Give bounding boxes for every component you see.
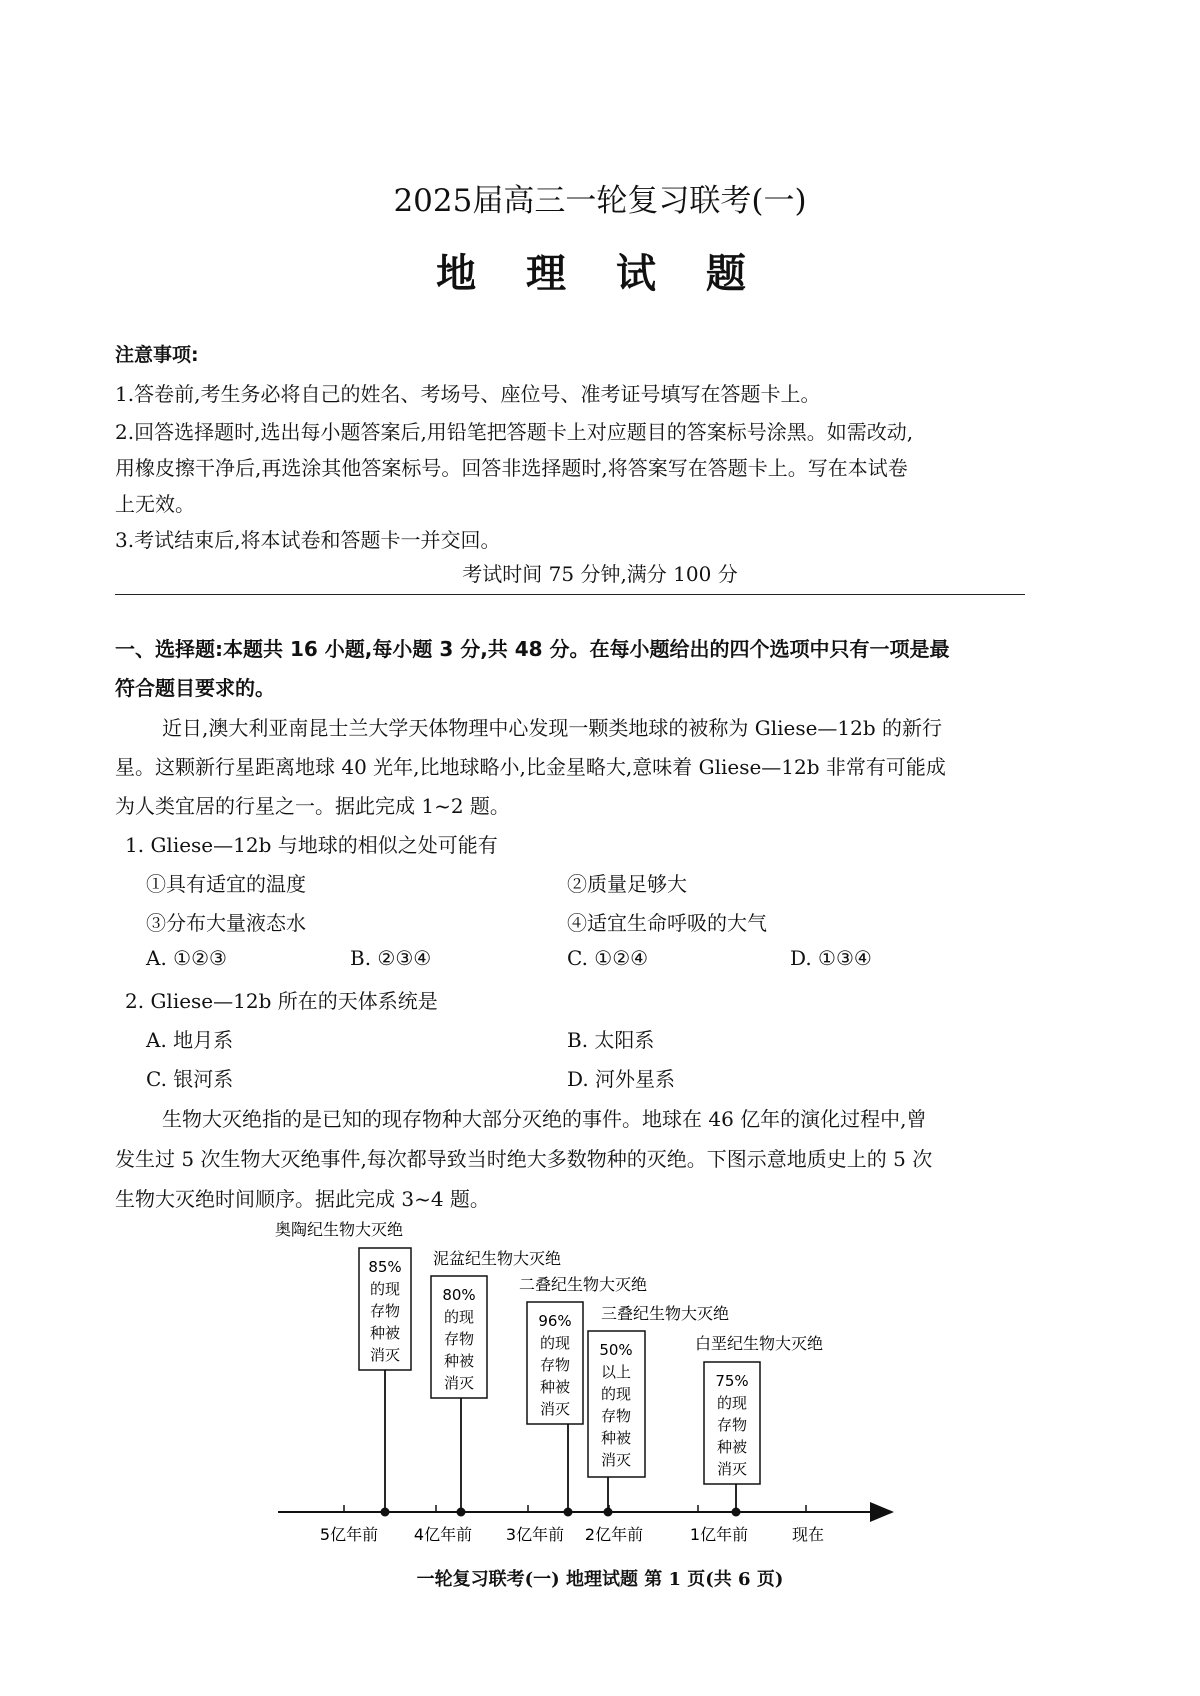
q1-option-c: C. ①②④ <box>567 946 649 970</box>
notice-item-3: 3.考试结束后,将本试卷和答题卡一并交回。 <box>115 528 501 552</box>
passage-2-line-3: 生物大灭绝时间顺序。据此完成 3~4 题。 <box>115 1187 490 1211</box>
axis-label: 3亿年前 <box>505 1525 565 1544</box>
event-text: 消灭 <box>443 1374 475 1392</box>
q1-statement-3: ③分布大量液态水 <box>146 911 306 935</box>
q1-statement-2: ②质量足够大 <box>567 872 687 896</box>
notice-item-1: 1.答卷前,考生务必将自己的姓名、考场号、座位号、准考证号填写在答题卡上。 <box>115 382 821 406</box>
q2-stem: 2. Gliese—12b 所在的天体系统是 <box>125 989 438 1013</box>
event-title: 白垩纪生物大灭绝 <box>694 1334 824 1353</box>
event-text: 种被 <box>539 1378 571 1396</box>
q1-option-a: A. ①②③ <box>146 946 227 970</box>
event-text: 存物 <box>716 1416 748 1434</box>
axis-label: 现在 <box>791 1525 825 1544</box>
event-text: 消灭 <box>716 1460 748 1478</box>
axis-label: 5亿年前 <box>319 1525 379 1544</box>
q2-option-c: C. 银河系 <box>146 1067 234 1091</box>
event-text: 的现 <box>443 1308 475 1326</box>
exam-series-title: 2025届高三一轮复习联考(一) <box>393 183 807 219</box>
event-text: 80% <box>442 1286 476 1304</box>
event-text: 存物 <box>600 1407 632 1425</box>
page-footer: 一轮复习联考(一) 地理试题 第 1 页(共 6 页) <box>416 1569 784 1590</box>
notice-item-2-line-1: 2.回答选择题时,选出每小题答案后,用铅笔把答题卡上对应题目的答案标号涂黑。如需改动, <box>115 420 914 444</box>
notice-item-2-line-3: 上无效。 <box>115 492 195 516</box>
event-text: 的现 <box>600 1385 632 1403</box>
event-text: 存物 <box>369 1302 401 1320</box>
q1-option-d: D. ①③④ <box>790 946 872 970</box>
event-text: 存物 <box>443 1330 475 1348</box>
event-text: 75% <box>715 1372 749 1390</box>
q2-option-a: A. 地月系 <box>146 1028 234 1052</box>
q2-option-d: D. 河外星系 <box>567 1067 676 1091</box>
event-text: 85% <box>368 1258 402 1276</box>
event-text: 消灭 <box>369 1346 401 1364</box>
passage-2-line-2: 发生过 5 次生物大灭绝事件,每次都导致当时绝大多数物种的灭绝。下图示意地质史上的 5 次 <box>115 1147 933 1171</box>
event-text: 存物 <box>539 1356 571 1374</box>
event-title: 泥盆纪生物大灭绝 <box>432 1249 562 1268</box>
passage-1-line-3: 为人类宜居的行星之一。据此完成 1~2 题。 <box>115 794 510 818</box>
event-text: 种被 <box>369 1324 401 1342</box>
exam-time: 考试时间 75 分钟,满分 100 分 <box>462 562 738 586</box>
event-text: 以上 <box>600 1363 632 1381</box>
axis-label: 4亿年前 <box>413 1525 473 1544</box>
notice-item-2-line-2: 用橡皮擦干净后,再选涂其他答案标号。回答非选择题时,将答案写在答题卡上。写在本试卷 <box>115 456 908 480</box>
q1-option-b: B. ②③④ <box>350 946 432 970</box>
event-text: 的现 <box>539 1334 571 1352</box>
passage-1-line-2: 星。这颗新行星距离地球 40 光年,比地球略小,比金星略大,意味着 Gliese—12b 非常有可能成 <box>115 755 946 779</box>
q1-stem: 1. Gliese—12b 与地球的相似之处可能有 <box>125 833 498 857</box>
event-text: 种被 <box>443 1352 475 1370</box>
section-heading-line-1: 一、选择题:本题共 16 小题,每小题 3 分,共 48 分。在每小题给出的四个选项中只有一项是最 <box>115 637 950 661</box>
event-text: 50% <box>599 1341 633 1359</box>
event-text: 种被 <box>716 1438 748 1456</box>
event-marker <box>732 1508 741 1517</box>
passage-2-line-1: 生物大灭绝指的是已知的现存物种大部分灭绝的事件。地球在 46 亿年的演化过程中,曾 <box>162 1107 927 1131</box>
event-text: 96% <box>538 1312 572 1330</box>
event-cretaceous <box>695 1334 823 1517</box>
event-marker <box>457 1508 466 1517</box>
event-title: 奥陶纪生物大灭绝 <box>274 1220 404 1239</box>
event-text: 的现 <box>369 1280 401 1298</box>
axis-label: 1亿年前 <box>689 1525 749 1544</box>
notice-heading: 注意事项: <box>115 344 199 366</box>
q1-statement-1: ①具有适宜的温度 <box>146 872 306 896</box>
event-marker <box>381 1508 390 1517</box>
event-title: 三叠纪生物大灭绝 <box>600 1304 730 1323</box>
section-heading-line-2: 符合题目要求的。 <box>115 676 275 700</box>
event-marker <box>604 1508 613 1517</box>
event-text: 消灭 <box>539 1400 571 1418</box>
event-text: 消灭 <box>600 1451 632 1469</box>
event-ordovician <box>275 1220 411 1517</box>
event-marker <box>564 1508 573 1517</box>
event-text: 种被 <box>600 1429 632 1447</box>
q2-option-b: B. 太阳系 <box>567 1028 655 1052</box>
q1-statement-4: ④适宜生命呼吸的大气 <box>567 911 767 935</box>
passage-1-line-1: 近日,澳大利亚南昆士兰大学天体物理中心发现一颗类地球的被称为 Gliese—12b 的新行 <box>162 716 943 740</box>
axis-label: 2亿年前 <box>584 1525 644 1544</box>
event-title: 二叠纪生物大灭绝 <box>518 1275 648 1294</box>
subject-title: 地 理 试 题 <box>436 251 764 297</box>
event-text: 的现 <box>716 1394 748 1412</box>
